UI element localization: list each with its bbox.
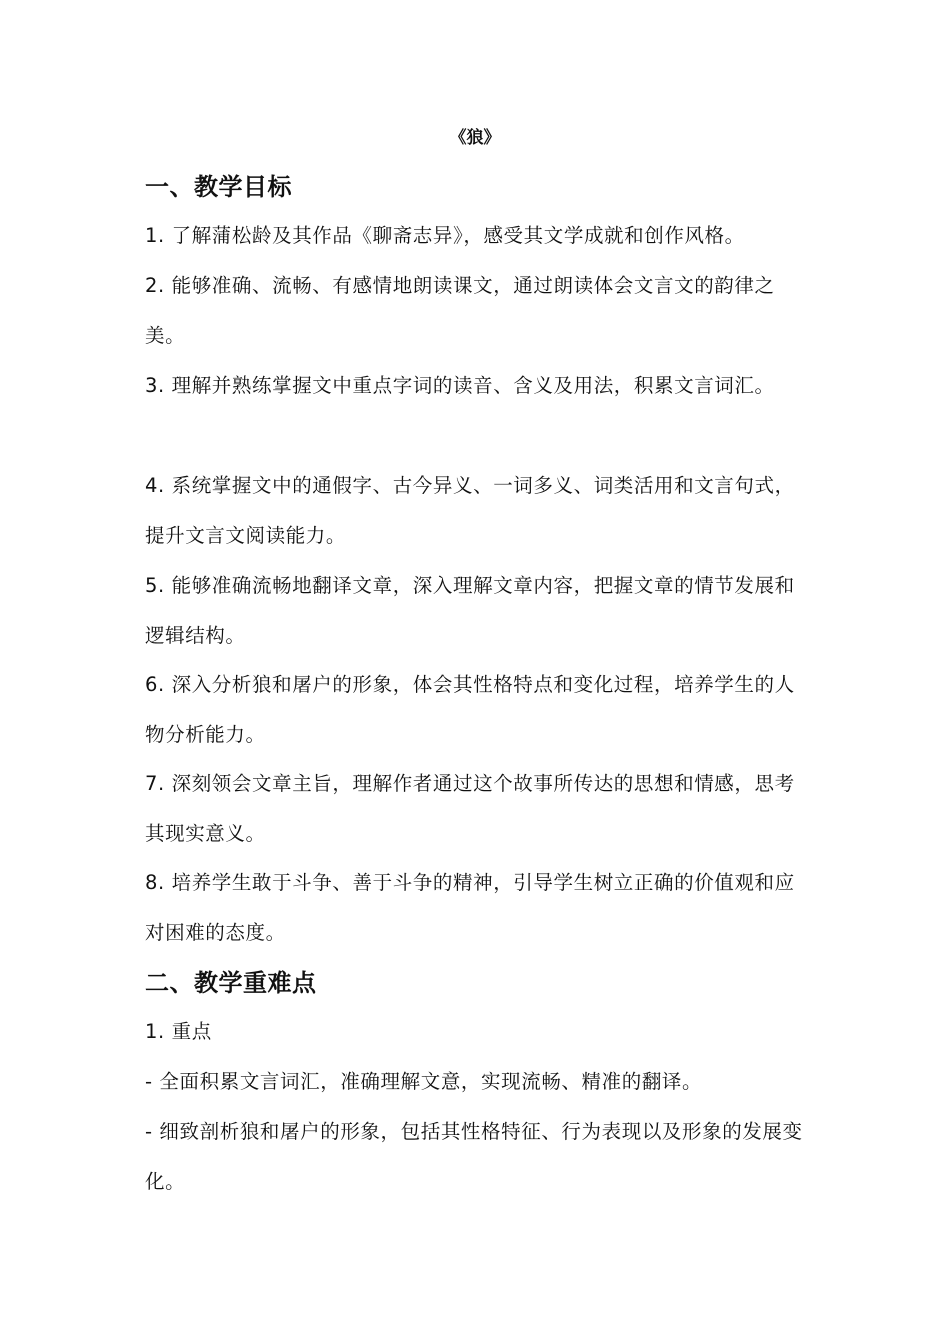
goal-item-1: 1. 了解蒲松龄及其作品《聊斋志异》，感受其文学成就和创作风格。: [145, 224, 745, 247]
goal-item-4: 4. 系统掌握文中的通假字、古今异义、一词多义、词类活用和文言句式，提升文言文阅读能力。: [145, 474, 795, 547]
goal-item-5: 5. 能够准确流畅地翻译文章，深入理解文章内容，把握文章的情节发展和逻辑结构。: [145, 574, 795, 647]
document-title: 《狼》: [449, 128, 501, 148]
goal-item-6: 6. 深入分析狼和屠户的形象，体会其性格特点和变化过程，培养学生的人物分析能力。: [145, 673, 795, 746]
goal-item-8: 8. 培养学生敢于斗争、善于斗争的精神，引导学生树立正确的价值观和应对困难的态度。: [145, 871, 795, 944]
section-heading-key-difficulties: 二、教学重难点: [145, 969, 317, 997]
section-heading-teaching-goals: 一、教学目标: [145, 173, 292, 201]
goal-item-3: 3. 理解并熟练掌握文中重点字词的读音、含义及用法，积累文言词汇。: [145, 374, 775, 397]
key-points-label: 1. 重点: [145, 1020, 212, 1043]
goal-item-7: 7. 深刻领会文章主旨，理解作者通过这个故事所传达的思想和情感，思考其现实意义。: [145, 772, 795, 845]
key-point-item-2: - 细致剖析狼和屠户的形象，包括其性格特征、行为表现以及形象的发展变化。: [145, 1120, 803, 1193]
goal-item-2: 2. 能够准确、流畅、有感情地朗读课文，通过朗读体会文言文的韵律之美。: [145, 274, 775, 347]
key-point-item-1: - 全面积累文言词汇，准确理解文意，实现流畅、精准的翻译。: [145, 1070, 703, 1093]
